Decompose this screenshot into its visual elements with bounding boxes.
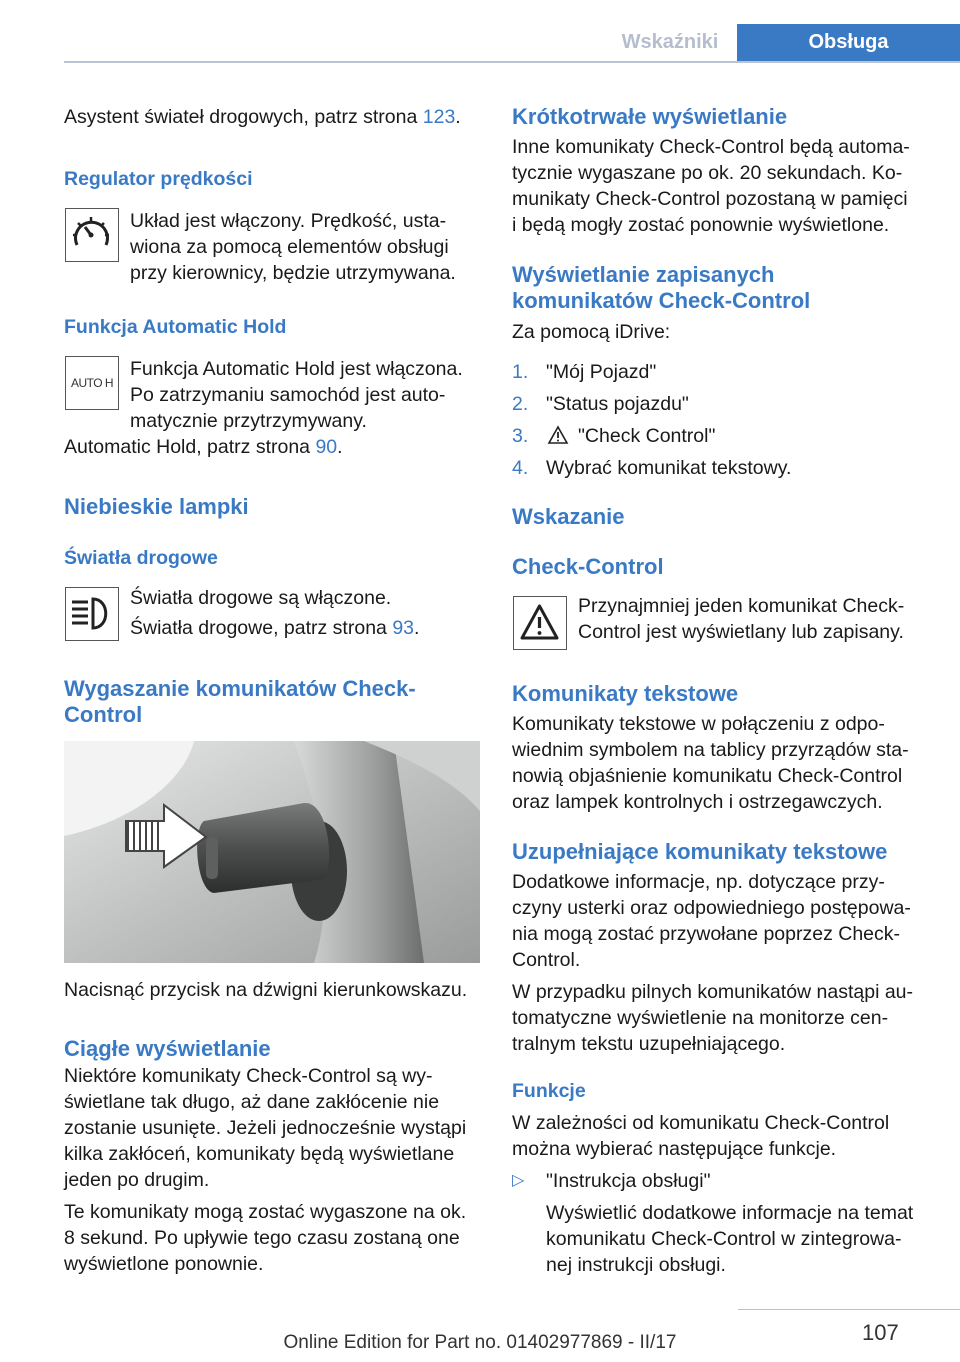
text-line: Niektóre komunikaty Check-Control są wy- [64, 1065, 433, 1087]
step-number: 3. [512, 425, 529, 447]
ref-tail: . [455, 106, 461, 128]
page-number: 107 [862, 1320, 899, 1345]
tab-obsluga[interactable]: Obsługa [737, 24, 960, 61]
supplementary-body-2 [512, 979, 913, 1057]
heading-functions: Funkcje [512, 1080, 586, 1102]
illustration-caption: Nacisnąć przycisk na dźwigni kierunkowskazu. [64, 979, 468, 1001]
auto-hold-icon-label: AUTO H [70, 376, 114, 390]
text-line: można wybierać następujące funkcje. [512, 1138, 837, 1160]
high-beam-text: Światła drogowe są włączone. [130, 587, 392, 609]
heading-blue-lamps: Niebieskie lampki [64, 494, 249, 519]
step-text[interactable]: "Status pojazdu" [546, 393, 689, 415]
text-line: Dodatkowe informacje, np. dotyczące przy- [512, 871, 885, 893]
text-line: Wyświetlić dodatkowe informacje na temat [546, 1202, 914, 1224]
text-messages-body [512, 711, 909, 815]
step-text[interactable]: "Mój Pojazd" [546, 361, 657, 383]
supplementary-body [512, 869, 911, 973]
text-line: i będą mogły zostać ponownie wyświetlone. [512, 214, 890, 236]
heading-line: Wygaszanie komunikatów Check- [64, 676, 416, 701]
ref-tail: . [414, 617, 420, 639]
check-control-warning-icon [513, 596, 567, 650]
ref-text: Asystent świateł drogowych, patrz strona [64, 106, 423, 128]
text-line: wyświetlone ponownie. [64, 1253, 264, 1275]
page-link-123[interactable]: 123 [422, 106, 456, 128]
warning-triangle-icon [547, 425, 569, 450]
ref-text: Światła drogowe, patrz strona [130, 617, 393, 639]
text-line: wiona za pomocą elementów obsługi [130, 236, 449, 258]
step-number: 4. [512, 457, 529, 479]
text-line: Control jest wyświetlany lub zapisany. [578, 621, 904, 643]
step-text: Wybrać komunikat tekstowy. [546, 457, 792, 479]
text-line: tralnym tekstu uzupełniającego. [512, 1033, 786, 1055]
text-line: munikaty Check-Control pozostaną w pamięci [512, 188, 908, 210]
text-line: Inne komunikaty Check-Control będą automa- [512, 136, 910, 158]
ref-tail: . [337, 436, 343, 458]
text-line: nej instrukcji obsługi. [546, 1254, 726, 1276]
high-beam-ref [130, 615, 419, 641]
step-number: 2. [512, 393, 529, 415]
bullet-description [546, 1200, 913, 1278]
text-line: jeden po drugim. [64, 1169, 210, 1191]
text-line: 8 sekund. Po upływie tego czasu zostaną one [64, 1227, 460, 1249]
text-line: oraz lampek kontrolnych i ostrzegawczych. [512, 791, 883, 813]
page-link-90[interactable]: 90 [315, 436, 338, 458]
text-line: tomatyczne wyświetlenie na monitorze cen- [512, 1007, 889, 1029]
heading-continuous-display: Ciągłe wyświetlanie [64, 1036, 271, 1061]
ref-text: Automatic Hold, patrz strona [64, 436, 316, 458]
header-rule [64, 61, 960, 63]
text-line: kilka zakłóceń, komunikaty będą wyświetlane [64, 1143, 455, 1165]
heading-supplementary-messages: Uzupełniające komunikaty tekstowe [512, 839, 888, 864]
text-line: W zależności od komunikatu Check-Control [512, 1112, 890, 1134]
text-line: Układ jest włączony. Prędkość, usta- [130, 210, 447, 232]
high-beam-assistant-ref [64, 104, 461, 130]
tab-wskazniki[interactable]: Wskaźniki [621, 31, 719, 53]
text-line: W przypadku pilnych komunikatów nastąpi au- [512, 981, 914, 1003]
text-line: Przynajmniej jeden komunikat Check- [578, 595, 905, 617]
heading-indication: Wskazanie [512, 504, 625, 529]
high-beam-icon [65, 587, 119, 641]
step-number: 1. [512, 361, 529, 383]
text-line: czyny usterki oraz odpowiedniego postępowa- [512, 897, 911, 919]
automatic-hold-ref [64, 434, 343, 460]
continuous-display-text-2 [64, 1199, 466, 1277]
text-line: świetlane tak długo, aż dane zakłócenie nie [64, 1091, 440, 1113]
idrive-intro: Za pomocą iDrive: [512, 321, 671, 343]
bullet-triangle-icon: ▷ [512, 1172, 525, 1189]
edition-footer: Online Edition for Part no. 01402977869 - II/17 [283, 1332, 677, 1353]
text-line: wiednim symbolem na tablicy przyrządów sta- [512, 739, 909, 761]
short-display-text [512, 134, 910, 238]
continuous-display-text [64, 1063, 466, 1193]
heading-line: Wyświetlanie zapisanych [512, 262, 775, 287]
auto-hold-icon [65, 356, 119, 410]
text-line: nowią objaśnienie komunikatu Check-Control [512, 765, 903, 787]
text-line: nia mogą zostać przywołane poprzez Check- [512, 923, 901, 945]
text-line: przy kierownicy, będzie utrzymywana. [130, 262, 456, 284]
heading-saved-messages [512, 262, 810, 314]
heading-speed-regulator: Regulator prędkości [64, 168, 253, 190]
functions-body [512, 1110, 889, 1162]
text-line: matycznie przytrzymywany. [130, 410, 367, 432]
heading-automatic-hold: Funkcja Automatic Hold [64, 316, 287, 338]
heading-check-control: Check-Control [512, 554, 664, 579]
heading-line: komunikatów Check-Control [512, 288, 811, 313]
heading-text-messages: Komunikaty tekstowe [512, 681, 739, 706]
footer-rule [738, 1309, 960, 1310]
text-line: Komunikaty tekstowe w połączeniu z odpo- [512, 713, 885, 735]
check-control-text [578, 593, 904, 645]
page-link-93[interactable]: 93 [392, 617, 415, 639]
text-line: zostanie usunięte. Jeżeli jednocześnie wystąpi [64, 1117, 467, 1139]
text-line: Te komunikaty mogą zostać wygaszone na ok. [64, 1201, 467, 1223]
text-line: tycznie wygaszane po ok. 20 sekundach. Ko- [512, 162, 903, 184]
text-line: Control. [512, 949, 581, 971]
text-line: Po zatrzymaniu samochód jest auto- [130, 384, 446, 406]
text-line: komunikatu Check-Control w zintegrowa- [546, 1228, 902, 1250]
turn-signal-lever-illustration [64, 741, 480, 963]
speed-regulator-text [130, 208, 456, 286]
step-text[interactable]: "Check Control" [578, 425, 716, 447]
bullet-text[interactable]: "Instrukcja obsługi" [546, 1170, 711, 1192]
heading-short-display: Krótkotrwałe wyświetlanie [512, 104, 788, 129]
heading-high-beam: Światła drogowe [64, 547, 218, 569]
heading-line: Control [64, 702, 143, 727]
heading-hide-check-control [64, 676, 416, 728]
text-line: Funkcja Automatic Hold jest włączona. [130, 358, 463, 380]
speed-regulator-icon [65, 208, 119, 262]
automatic-hold-text [130, 356, 463, 434]
